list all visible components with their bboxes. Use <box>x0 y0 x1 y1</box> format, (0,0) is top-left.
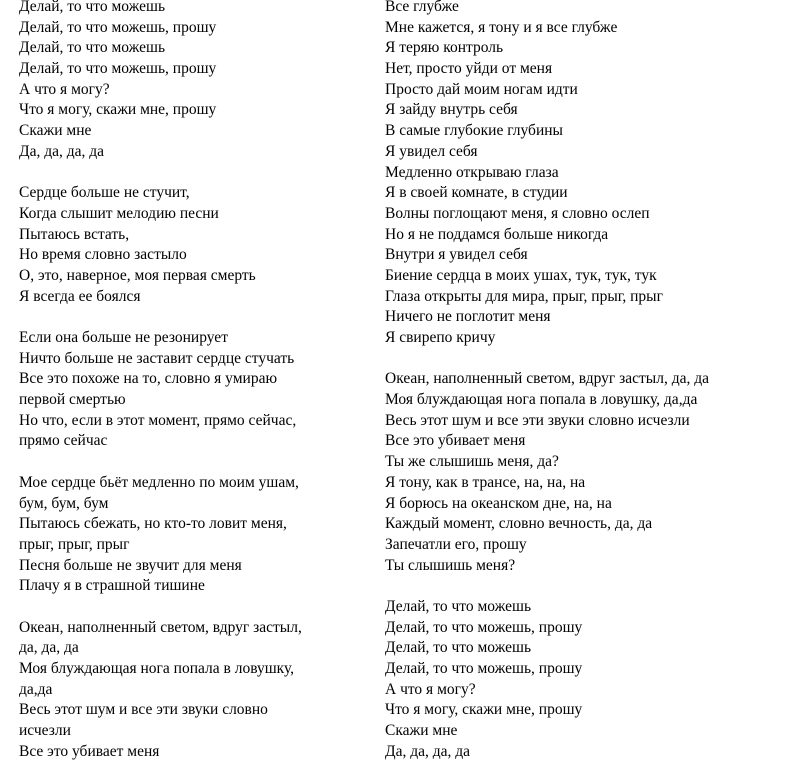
right-lyric-line: Что я могу, скажи мне, прошу <box>385 701 583 719</box>
right-lyric-line: В самые глубокие глубины <box>385 122 563 140</box>
left-lyric-line: А что я могу? <box>19 80 110 98</box>
right-lyric-line: Каждый момент, словно вечность, да, да <box>385 515 653 533</box>
left-lyric-line: да,да <box>19 680 53 698</box>
left-lyric-line: исчезли <box>19 722 71 740</box>
right-lyric-line: Биение сердца в моих ушах, тук, тук, тук <box>385 266 657 284</box>
left-lyric-line: Мое сердце бьёт медленно по моим ушам, <box>19 473 299 491</box>
right-lyric-line: Глаза открыты для мира, прыг, прыг, прыг <box>385 287 663 305</box>
right-lyric-line: Волны поглощают меня, я словно ослеп <box>385 204 650 222</box>
left-lyric-line: Скажи мне <box>19 122 92 140</box>
right-lyric-line: Все это убивает меня <box>385 432 526 450</box>
right-lyric-line: Я борюсь на океанском дне, на, на <box>385 494 612 512</box>
left-stanza-break <box>19 163 369 184</box>
left-lyric-line: Но время словно застыло <box>19 246 187 264</box>
left-lyric-line: Делай, то что можешь <box>19 39 166 57</box>
right-lyric-line: Моя блуждающая нога попала в ловушку, да,да <box>385 391 698 409</box>
left-lyric-line: Моя блуждающая нога попала в ловушку, <box>19 660 295 677</box>
left-lyric-line: Все это убивает меня <box>19 742 160 760</box>
left-lyric-line: Пытаюсь сбежать, но кто-то ловит меня, <box>19 515 287 533</box>
left-lyric-line: Но что, если в этот момент, прямо сейчас, <box>19 411 297 429</box>
right-lyric-line: Я увидел себя <box>385 142 478 160</box>
right-lyric-line: Да, да, да, да <box>385 742 471 760</box>
left-lyric-line: О, это, наверное, моя первая смерть <box>19 266 256 284</box>
right-lyric-line: Делай, то что можешь <box>385 597 532 615</box>
right-lyric-line: А что я могу? <box>385 680 476 698</box>
left-lyric-line: первой смертью <box>19 391 126 409</box>
right-lyric-line: Запечатли его, прошу <box>385 535 527 553</box>
left-lyric-line: бум, бум, бум <box>19 494 109 512</box>
right-lyric-line: Весь этот шум и все эти звуки словно исчезли <box>385 411 690 429</box>
right-lyric-line: Мне кажется, я тону и я все глубже <box>385 18 618 36</box>
right-lyric-line: Просто дай моим ногам идти <box>385 80 578 98</box>
right-stanza-break <box>385 349 795 370</box>
left-lyric-line: прыг, прыг, прыг <box>19 535 130 553</box>
left-lyric-line: Если она больше не резонирует <box>19 329 228 346</box>
right-lyric-line: Делай, то что можешь, прошу <box>385 618 583 636</box>
right-lyric-line: Внутри я увидел себя <box>385 246 528 264</box>
left-lyric-line: Да, да, да, да <box>19 142 105 160</box>
left-lyric-line: да, да, да <box>19 639 79 657</box>
left-lyric-line: Пытаюсь встать, <box>19 225 130 243</box>
right-lyric-line: Я в своей комнате, в студии <box>385 184 568 202</box>
lyrics-left-column <box>19 0 369 762</box>
left-lyric-line: Весь этот шум и все эти звуки словно <box>19 701 268 719</box>
right-lyric-line: Делай, то что можешь, прошу <box>385 660 583 677</box>
left-stanza-break <box>19 307 369 328</box>
left-lyric-line: прямо сейчас <box>19 432 108 450</box>
left-lyric-line: Океан, наполненный светом, вдруг застыл, <box>19 618 302 636</box>
right-lyric-line: Все глубже <box>385 0 459 15</box>
lyrics-right-column <box>385 0 795 762</box>
left-stanza-break <box>19 452 369 473</box>
left-lyric-line: Ничто больше не заставит сердце стучать <box>19 349 295 367</box>
right-lyric-line: Я свирепо кричу <box>385 329 496 346</box>
left-lyric-line: Делай, то что можешь, прошу <box>19 60 217 78</box>
right-lyric-line: Нет, просто уйди от меня <box>385 60 553 78</box>
left-lyric-line: Когда слышит мелодию песни <box>19 204 219 222</box>
right-lyric-line: Океан, наполненный светом, вдруг застыл, да, да <box>385 370 709 388</box>
left-lyric-line: Что я могу, скажи мне, прошу <box>19 101 217 119</box>
left-lyric-line: Песня больше не звучит для меня <box>19 556 242 574</box>
left-stanza-break <box>19 597 369 618</box>
right-lyric-line: Я зайду внутрь себя <box>385 101 518 119</box>
right-stanza-break <box>385 576 795 597</box>
left-lyric-line: Плачу я в страшной тишине <box>19 577 205 595</box>
right-lyric-line: Ничего не поглотит меня <box>385 308 551 326</box>
right-lyric-line: Я теряю контроль <box>385 39 504 57</box>
left-lyric-line: Я всегда ее боялся <box>19 287 141 305</box>
right-lyric-line: Ты же слышишь меня, да? <box>385 453 559 471</box>
left-lyric-line: Сердце больше не стучит, <box>19 184 190 202</box>
right-lyric-line: Ты слышишь меня? <box>385 556 516 574</box>
right-lyric-line: Но я не поддамся больше никогда <box>385 225 609 243</box>
right-lyric-line: Я тону, как в трансе, на, на, на <box>385 473 586 491</box>
right-lyric-line: Медленно открываю глаза <box>385 163 559 181</box>
left-lyric-line: Делай, то что можешь, прошу <box>19 18 217 36</box>
right-lyric-line: Скажи мне <box>385 722 458 740</box>
left-lyric-line: Делай, то что можешь <box>19 0 166 15</box>
right-lyric-line: Делай, то что можешь <box>385 639 532 657</box>
left-lyric-line: Все это похоже на то, словно я умираю <box>19 370 278 388</box>
